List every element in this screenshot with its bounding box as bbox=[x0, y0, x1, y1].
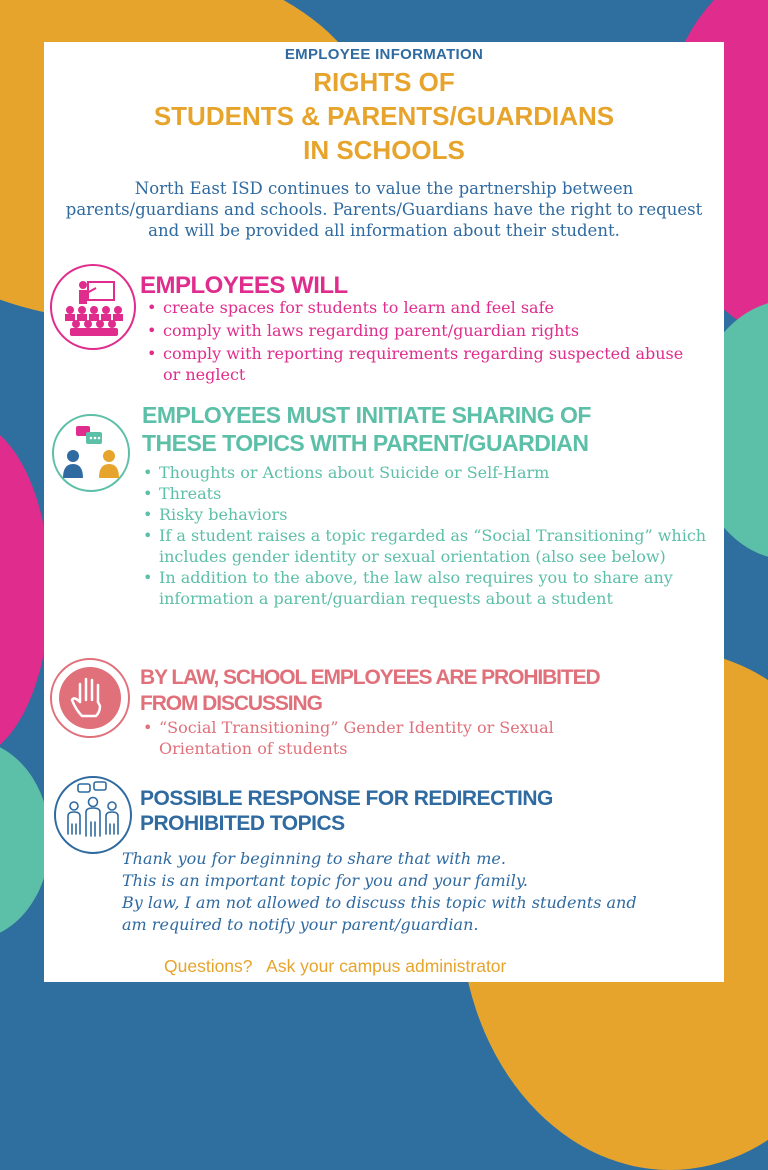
info-card bbox=[44, 42, 724, 982]
background-shape-teal-left bbox=[0, 740, 50, 940]
section-heading-must-initiate-line-1: EMPLOYEES MUST INITIATE SHARING OF bbox=[142, 402, 591, 428]
conversation-icon bbox=[52, 414, 130, 492]
list-item: • Thoughts or Actions about Suicide or Self-Harm bbox=[140, 462, 712, 483]
list-item: • comply with reporting requirements regarding suspected abuse or neglect bbox=[144, 343, 704, 385]
quote-line: am required to notify your parent/guardian. bbox=[122, 915, 479, 934]
stop-hand-icon bbox=[50, 658, 130, 738]
group-talking-icon bbox=[54, 776, 132, 854]
list-item: • Threats bbox=[140, 483, 712, 504]
document-title-line-2: STUDENTS & PARENTS/GUARDIANS bbox=[153, 101, 615, 131]
section-heading-possible-response-line-2: PROHIBITED TOPICS bbox=[140, 812, 345, 835]
list-item: • Risky behaviors bbox=[140, 504, 712, 525]
prohibited-list bbox=[140, 717, 610, 759]
response-quote bbox=[122, 848, 702, 936]
list-item: • create spaces for students to learn and feel safe bbox=[144, 297, 704, 318]
quote-line: This is an important topic for you and your family. bbox=[122, 871, 528, 890]
quote-line: Thank you for beginning to share that with me. bbox=[122, 849, 506, 868]
must-initiate-list bbox=[140, 462, 712, 609]
section-heading-prohibited-line-1: BY LAW, SCHOOL EMPLOYEES ARE PROHIBITED bbox=[140, 666, 600, 689]
document-title-line-3: IN SCHOOLS bbox=[303, 135, 465, 165]
intro-paragraph: North East ISD continues to value the partnership between parents/guardians and schools. Parents/Guardians have the right to request and will be provided all information about their student. bbox=[65, 179, 703, 240]
list-item: • “Social Transitioning” Gender Identity or Sexual Orientation of students bbox=[140, 717, 610, 759]
questions-footer: Questions? Ask your campus administrator bbox=[164, 956, 507, 976]
section-heading-must-initiate-line-2: THESE TOPICS WITH PARENT/GUARDIAN bbox=[142, 430, 589, 456]
list-item: • In addition to the above, the law also requires you to share any information a parent/guardian requests about a student bbox=[140, 567, 712, 609]
background-shape-pink-left bbox=[0, 420, 50, 760]
list-item: • comply with laws regarding parent/guardian rights bbox=[144, 320, 704, 341]
document-title-line-1: RIGHTS OF bbox=[313, 67, 455, 97]
document-kicker: EMPLOYEE INFORMATION bbox=[284, 46, 484, 63]
list-item: • If a student raises a topic regarded as “Social Transitioning” which includes gender identity or sexual orientation (also see below) bbox=[140, 525, 712, 567]
section-heading-prohibited-line-2: FROM DISCUSSING bbox=[140, 692, 322, 715]
section-heading-possible-response-line-1: POSSIBLE RESPONSE FOR REDIRECTING bbox=[140, 787, 553, 810]
section-heading-employees-will: EMPLOYEES WILL bbox=[140, 272, 348, 299]
employees-will-list bbox=[144, 297, 704, 385]
quote-line: By law, I am not allowed to discuss this topic with students and bbox=[122, 893, 637, 912]
teacher-classroom-icon bbox=[50, 264, 136, 350]
